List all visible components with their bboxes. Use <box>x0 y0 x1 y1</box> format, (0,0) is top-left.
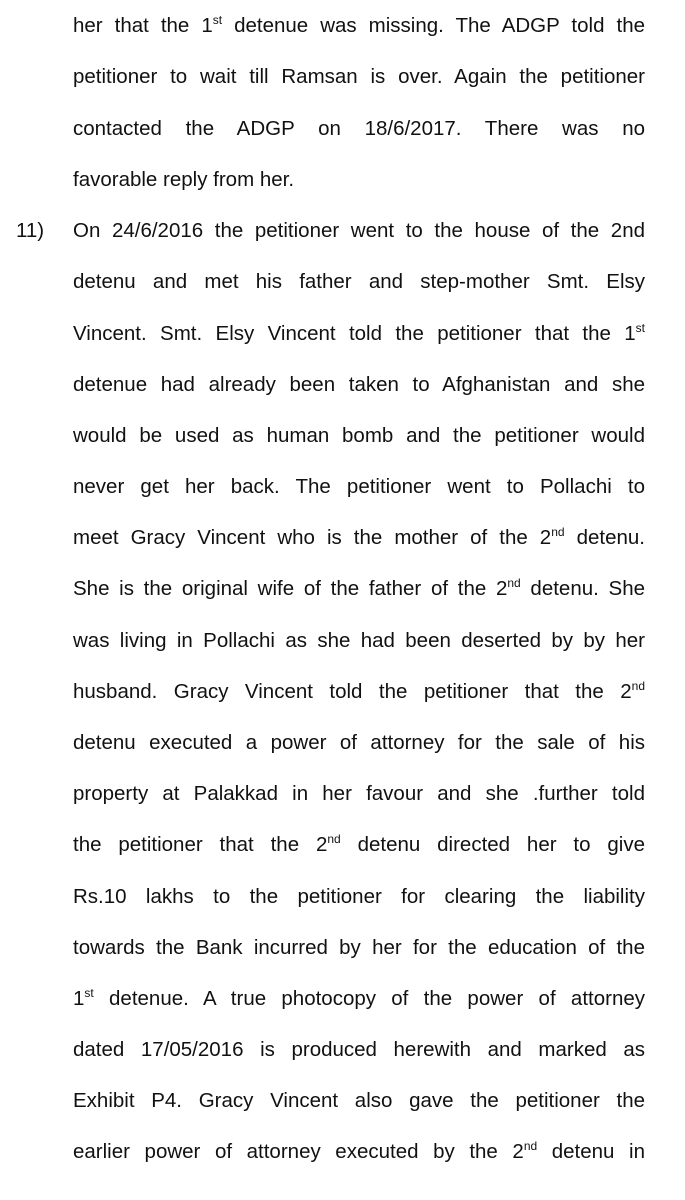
text-line: never get her back. The petitioner went to Pollachi to <box>73 475 645 498</box>
text-line: contacted the ADGP on 18/6/2017. There was no <box>73 117 645 140</box>
text-line: meet Gracy Vincent who is the mother of the 2nd detenu. <box>73 525 645 549</box>
paragraph-number: 11) <box>16 219 45 242</box>
text-line: Vincent. Smt. Elsy Vincent told the petitioner that the 1st <box>73 321 645 345</box>
text-line: On 24/6/2016 the petitioner went to the house of the 2nd <box>73 219 645 242</box>
text-line: earlier power of attorney executed by the 2nd detenu in <box>73 1139 645 1163</box>
text-line: was living in Pollachi as she had been deserted by by her <box>73 629 645 652</box>
text-line: 1st detenue. A true photocopy of the power of attorney <box>73 986 645 1010</box>
text-line: favorable reply from her. <box>73 168 295 191</box>
text-line: Rs.10 lakhs to the petitioner for clearing the liability <box>73 885 645 908</box>
text-line: detenue had already been taken to Afghanistan and she <box>73 373 645 396</box>
text-line: petitioner to wait till Ramsan is over. Again the petitioner <box>73 65 645 88</box>
text-line: property at Palakkad in her favour and she .further told <box>73 782 645 805</box>
text-line: detenu and met his father and step-mother Smt. Elsy <box>73 270 645 293</box>
text-line: She is the original wife of the father of the 2nd detenu. She <box>73 576 646 600</box>
text-line: would be used as human bomb and the petitioner would <box>73 424 645 447</box>
text-line: detenu executed a power of attorney for the sale of his <box>73 731 645 754</box>
text-line: her that the 1st detenue was missing. The ADGP told the <box>73 13 645 37</box>
text-line: Exhibit P4. Gracy Vincent also gave the petitioner the <box>73 1089 645 1112</box>
text-line: husband. Gracy Vincent told the petitioner that the 2nd <box>73 679 645 703</box>
text-line: dated 17/05/2016 is produced herewith and marked as <box>73 1038 645 1061</box>
text-line: towards the Bank incurred by her for the education of the <box>73 936 645 959</box>
text-line: the petitioner that the 2nd detenu directed her to give <box>73 832 645 856</box>
